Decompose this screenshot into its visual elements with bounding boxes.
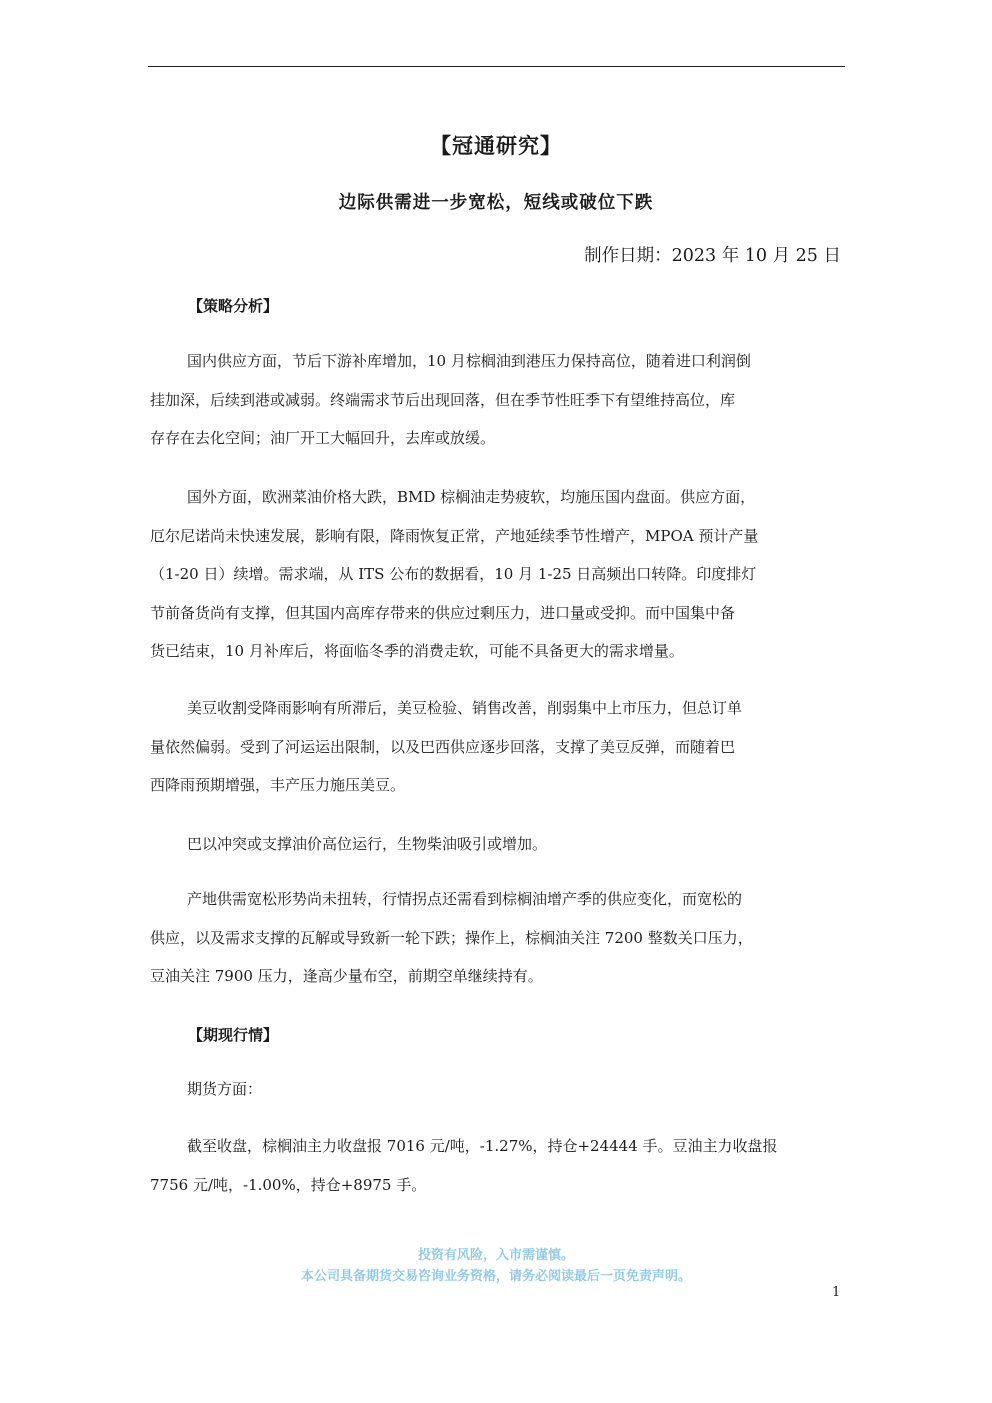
paragraph-futures-label	[150, 1070, 838, 1109]
paragraph-line: 美豆收割受降雨影响有所滞后，美豆检验、销售改善，削弱集中上市压力，但总订单	[187, 699, 743, 717]
risk-warning: 投资有风险，入市需谨慎。	[417, 1248, 574, 1263]
paragraph-geopolitics	[150, 825, 838, 864]
report-date: 制作日期：2023 年 10 月 25 日	[584, 246, 841, 266]
paragraph-line: 厄尔尼诺尚未快速发展，影响有限，降雨恢复正常，产地延续季节性增产，MPOA 预计产量	[150, 526, 759, 545]
paragraph-line: （1-20 日）续增。需求端，从 ITS 公布的数据看，10 月 1-25 日高频出口转降。印度排灯	[150, 565, 757, 583]
paragraph-line: 国内供应方面，节后下游补库增加，10 月棕榈油到港压力保持高位，随着进口利润倒	[187, 352, 751, 370]
paragraph-domestic-supply	[150, 342, 838, 458]
brand-title: 【冠通研究】	[430, 133, 562, 158]
disclaimer-notice: 本公司具备期货交易咨询业务资格，请务必阅读最后一页免责声明。	[300, 1269, 691, 1284]
paragraph-overseas	[150, 478, 838, 671]
paragraph-line: 货已结束，10 月补库后，将面临冬季的消费走软，可能不具备更大的需求增量。	[150, 642, 684, 660]
strategy-heading: 【策略分析】	[188, 297, 279, 315]
paragraph-line: 豆油关注 7900 压力，逢高少量布空，前期空单继续持有。	[150, 967, 543, 985]
paragraph-line: 节前备货尚有支撑，但其国内高库存带来的供应过剩压力，进口量或受抑。而中国集中备	[150, 603, 736, 622]
paragraph-line: 国外方面，欧洲菜油价格大跌，BMD 棕榈油走势疲软，均施压国内盘面。供应方面，	[187, 488, 756, 506]
paragraph-line: 存存在去化空间；油厂开工大幅回升，去库或放缓。	[150, 429, 496, 447]
paragraph-line: 挂加深，后续到港或减弱。终端需求节后出现回落，但在季节性旺季下有望维持高位，库	[150, 390, 736, 409]
report-title: 边际供需进一步宽松，短线或破位下跌	[338, 193, 654, 213]
paragraph-line: 7756 元/吨，-1.00%，持仓+8975 手。	[150, 1175, 427, 1194]
paragraph-outlook	[150, 880, 838, 996]
paragraph-line: 量依然偏弱。受到了河运运出限制，以及巴西供应逐步回落，支撑了美豆反弹，而随着巴	[150, 737, 736, 756]
paragraph-us-soybeans	[150, 689, 838, 805]
header-rule	[148, 66, 845, 67]
paragraph-line: 巴以冲突或支撑油价高位运行，生物柴油吸引或增加。	[187, 835, 548, 853]
paragraph-line: 供应，以及需求支撑的瓦解或导致新一轮下跌；操作上，棕榈油关注 7200 整数关口压力，	[150, 928, 753, 947]
paragraph-line: 截至收盘，棕榈油主力收盘报 7016 元/吨，-1.27%，持仓+24444 手。豆油主力收盘报	[187, 1137, 778, 1155]
paragraph-line: 西降雨预期增强，丰产压力施压美豆。	[150, 776, 406, 794]
paragraph-line: 期货方面：	[187, 1080, 263, 1098]
paragraph-closing-prices	[150, 1127, 838, 1204]
paragraph-line: 产地供需宽松形势尚未扭转，行情拐点还需看到棕榈油增产季的供应变化，而宽松的	[187, 890, 743, 908]
page-number: 1	[832, 1285, 841, 1300]
market-heading: 【期现行情】	[188, 1026, 279, 1044]
